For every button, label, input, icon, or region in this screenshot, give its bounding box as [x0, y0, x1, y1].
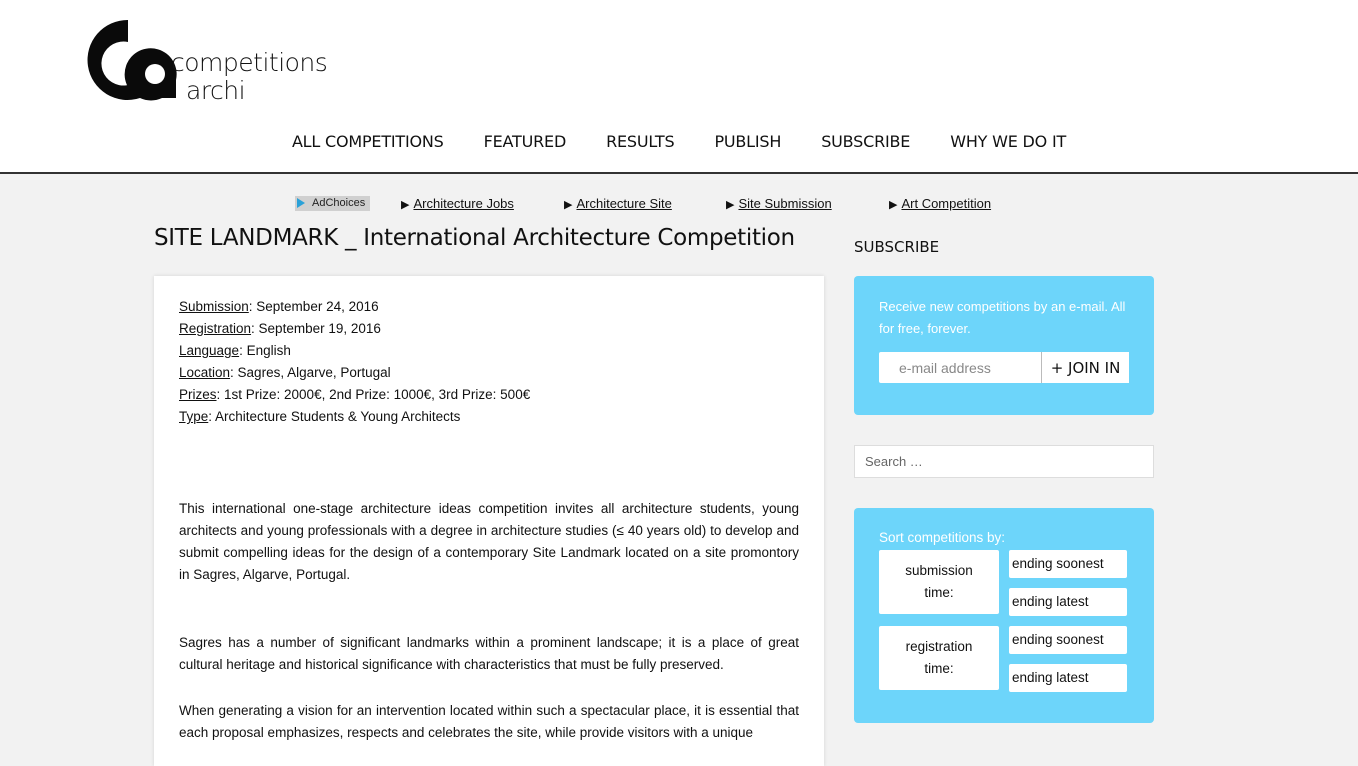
ad-link-label: Architecture Jobs	[413, 196, 514, 211]
meta-label: Registration	[179, 321, 252, 336]
meta-label: Language	[179, 343, 240, 358]
nav-all-competitions[interactable]: ALL COMPETITIONS	[291, 132, 444, 151]
ad-link-site-submission[interactable]	[726, 196, 832, 211]
sidebar-subscribe-heading: SUBSCRIBE	[854, 238, 940, 256]
sort-key-line: time:	[924, 585, 954, 600]
main-navigation	[0, 128, 1358, 156]
meta-value: : English	[239, 343, 291, 358]
site-header	[0, 0, 1358, 174]
sort-submission-ending-soonest[interactable]: ending soonest	[1009, 550, 1127, 578]
meta-location	[179, 362, 530, 384]
nav-results[interactable]: RESULTS	[606, 132, 675, 151]
page-title: SITE LANDMARK _ International Architecture Competition	[154, 225, 795, 251]
search-input[interactable]	[854, 445, 1154, 478]
play-arrow-icon: ▶	[889, 199, 898, 211]
meta-value: : September 19, 2016	[251, 321, 381, 336]
meta-type	[179, 406, 530, 428]
ad-link-architecture-jobs[interactable]	[401, 196, 514, 211]
play-arrow-icon: ▶	[401, 199, 410, 211]
nav-publish[interactable]: PUBLISH	[714, 132, 782, 151]
sort-key-line: submission	[905, 563, 973, 578]
nav-subscribe[interactable]: SUBSCRIBE	[821, 132, 911, 151]
sort-widget	[854, 508, 1154, 723]
meta-label: Prizes	[179, 387, 217, 402]
subscribe-widget	[854, 276, 1154, 415]
adchoices-label: AdChoices	[312, 197, 366, 209]
article-paragraph: This international one-stage architecture ideas competition invites all architecture students, young architects and young professionals with a degree in architecture studies (≤ 40 years old) to develop and submit compelling ideas for the design of a contemporary Site Landmark located on a site promontory in Sagres, Algarve, Portugal.	[179, 501, 799, 582]
nav-featured[interactable]: FEATURED	[483, 132, 567, 151]
meta-value: : 1st Prize: 2000€, 2nd Prize: 1000€, 3rd Prize: 500€	[216, 387, 531, 402]
logo-text-competitions: competitions	[171, 48, 328, 77]
article-paragraph: Sagres has a number of significant landmarks within a prominent landscape; it is a place of great cultural heritage and historical significance with characteristics that must be fully preserved.	[179, 635, 799, 672]
ad-link-architecture-site[interactable]	[564, 196, 672, 211]
article-paragraph: When generating a vision for an intervention located within such a spectacular place, it is essential that each proposal emphasizes, respects and celebrates the site, while provide visitors with a unique	[179, 703, 799, 740]
nav-why-we-do-it[interactable]: WHY WE DO IT	[950, 132, 1067, 151]
play-arrow-icon: ▶	[564, 199, 573, 211]
subscribe-description: Receive new competitions by an e-mail. All for free, forever.	[879, 299, 1126, 336]
sort-submission-ending-latest[interactable]: ending latest	[1009, 588, 1127, 616]
meta-value: : Architecture Students & Young Architects	[208, 409, 461, 424]
site-logo[interactable]	[80, 18, 328, 105]
sort-label: Sort competitions by:	[879, 530, 1006, 545]
article-card	[154, 276, 824, 766]
sort-key-line: registration	[905, 639, 973, 654]
meta-value: : Sagres, Algarve, Portugal	[230, 365, 391, 380]
ad-link-label: Architecture Site	[576, 196, 672, 211]
competition-meta	[179, 296, 530, 428]
logo-text-archi: archi	[186, 76, 246, 105]
adchoices-triangle-icon	[297, 198, 305, 208]
sort-registration-ending-soonest[interactable]: ending soonest	[1009, 626, 1127, 654]
meta-label: Submission	[179, 299, 249, 314]
email-field[interactable]	[879, 352, 1041, 383]
join-in-button[interactable]: + JOIN IN	[1041, 352, 1129, 383]
ad-link-art-competition[interactable]	[889, 196, 991, 211]
meta-value: : September 24, 2016	[248, 299, 379, 314]
meta-prizes	[179, 384, 530, 406]
meta-registration	[179, 318, 530, 340]
ad-link-label: Art Competition	[901, 196, 992, 211]
ad-links-bar	[0, 195, 1358, 213]
meta-label: Location	[179, 365, 231, 380]
meta-label: Type	[179, 409, 209, 424]
play-arrow-icon: ▶	[726, 199, 735, 211]
meta-language	[179, 340, 530, 362]
sort-key-submission-time	[879, 550, 999, 614]
sort-key-line: time:	[924, 661, 954, 676]
sort-registration-ending-latest[interactable]: ending latest	[1009, 664, 1127, 692]
adchoices-badge[interactable]	[295, 196, 370, 211]
meta-submission	[179, 296, 530, 318]
sort-key-registration-time	[879, 626, 999, 690]
ad-link-label: Site Submission	[738, 196, 832, 211]
